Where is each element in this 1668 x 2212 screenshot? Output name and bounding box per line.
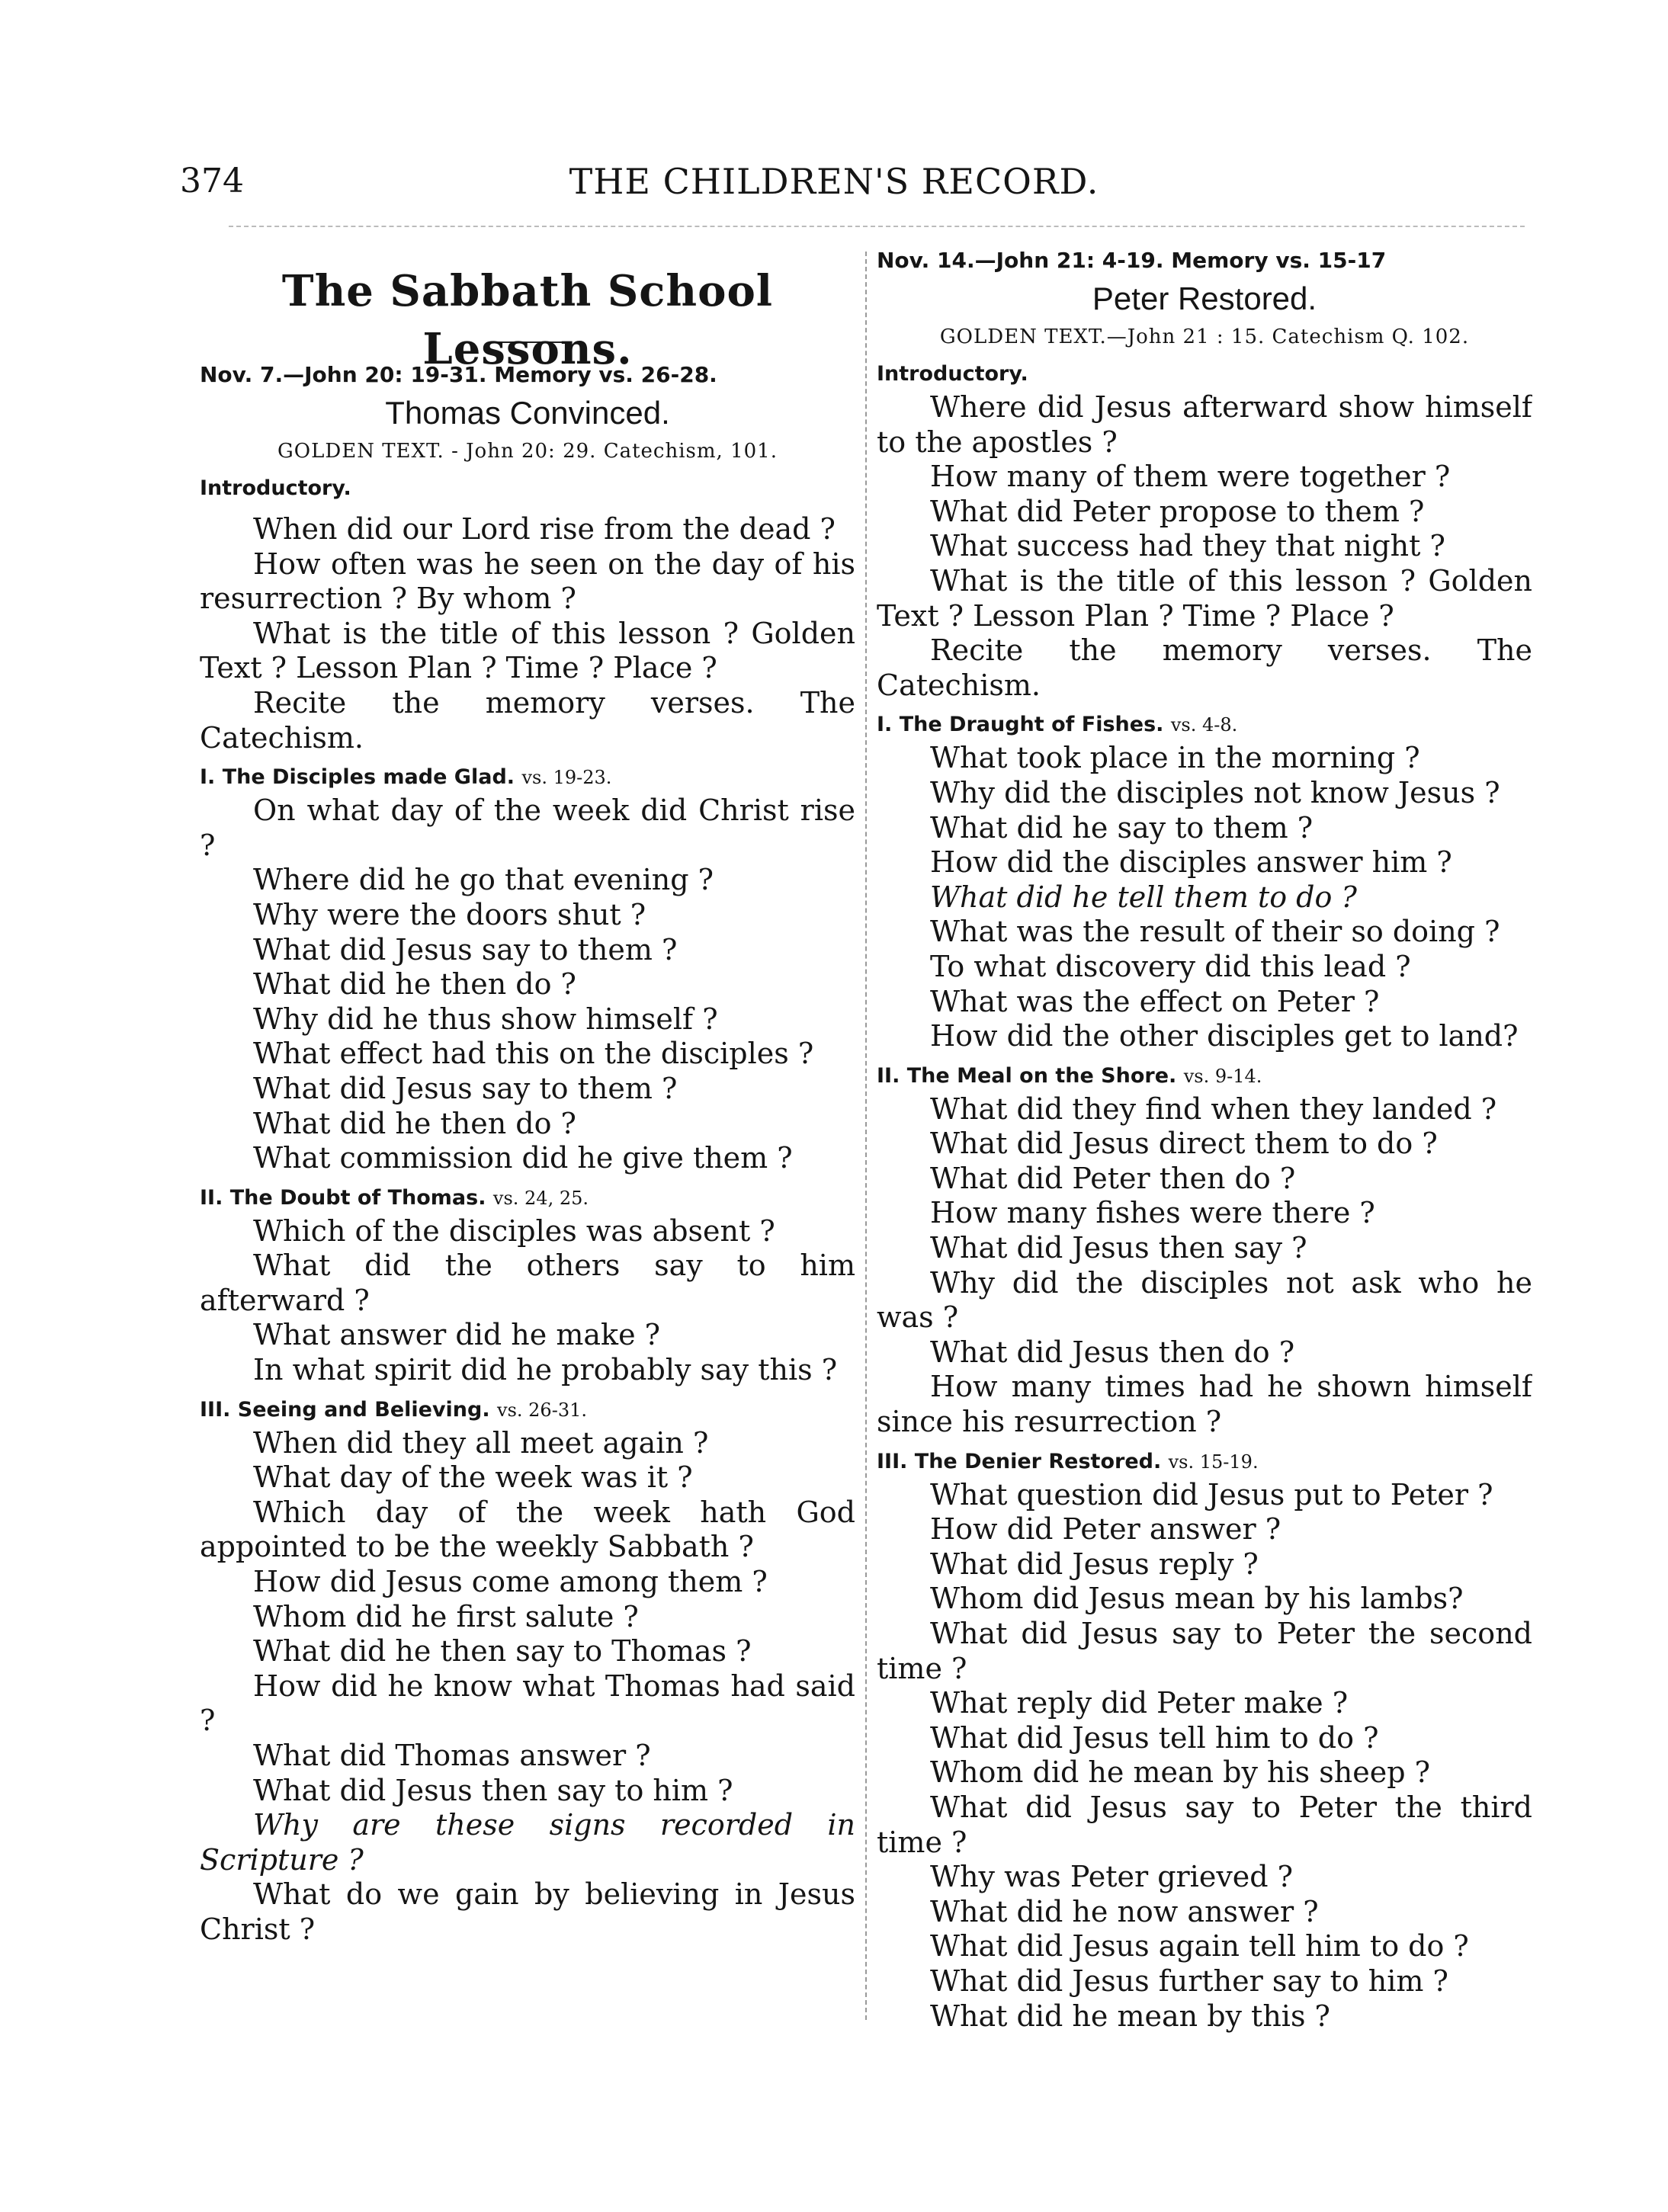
main-title: The Sabbath School Lessons. xyxy=(281,266,774,374)
section-title: III. Seeing and Believing. xyxy=(200,1397,490,1422)
question: Recite the memory verses. The Catechism. xyxy=(200,685,855,755)
golden-text: GOLDEN TEXT.—John 21 : 15. Catechism Q. 102. xyxy=(939,325,1470,348)
section-title: III. The Denier Restored. xyxy=(877,1449,1162,1473)
question: What did Jesus then say to him ? xyxy=(253,1773,733,1807)
question: What did Thomas answer ? xyxy=(253,1739,651,1772)
question: What did he tell them to do ? xyxy=(930,880,1357,914)
question: Whom did Jesus mean by his lambs? xyxy=(930,1582,1464,1616)
question: What did he then do ? xyxy=(253,1106,576,1140)
question: Which of the disciples was absent ? xyxy=(253,1213,775,1248)
question: How many fishes were there ? xyxy=(930,1196,1375,1230)
question: Why did the disciples not know Jesus ? xyxy=(930,775,1500,809)
introductory-heading: Introductory. xyxy=(877,362,1028,386)
question: What reply did Peter make ? xyxy=(930,1686,1349,1720)
section-ref: vs. 26-31. xyxy=(497,1399,587,1421)
question: What did Jesus say to Peter the third time ? xyxy=(877,1790,1532,1859)
question: What did Jesus say to them ? xyxy=(253,1071,678,1105)
golden-text: GOLDEN TEXT. - John 20: 29. Catechism, 101. xyxy=(277,440,778,463)
running-title: THE CHILDREN'S RECORD. xyxy=(569,161,1099,202)
question: When did they all meet again ? xyxy=(253,1425,709,1460)
question: How many of them were together ? xyxy=(930,460,1451,494)
question: Why did the disciples not ask who he was ? xyxy=(877,1265,1532,1335)
question: What did Jesus then do ? xyxy=(930,1335,1295,1369)
question: What did he then do ? xyxy=(253,967,576,1002)
question: What was the effect on Peter ? xyxy=(930,984,1380,1018)
question: In what spirit did he probably say this ? xyxy=(253,1353,838,1387)
page-header xyxy=(0,159,1668,204)
question: How did the disciples answer him ? xyxy=(930,845,1452,880)
question: What did he mean by this ? xyxy=(930,1999,1330,2033)
question: What question did Jesus put to Peter ? xyxy=(930,1477,1493,1512)
lesson-title: Peter Restored. xyxy=(1092,281,1317,316)
section-ref: vs. 4-8. xyxy=(1170,714,1238,736)
question: What did Jesus further say to him ? xyxy=(930,1964,1448,1998)
section-ref: vs. 19-23. xyxy=(521,767,612,789)
section-title: II. The Meal on the Shore. xyxy=(877,1063,1177,1088)
right-column xyxy=(877,244,1532,2034)
question: To what discovery did this lead ? xyxy=(930,949,1411,983)
question: What is the title of this lesson ? Golden Text ? Lesson Plan ? Time ? Place ? xyxy=(877,563,1532,633)
lesson-header: Nov. 14.—John 21: 4-19. Memory vs. 15-17 xyxy=(877,248,1387,273)
question: What did Jesus say to Peter the second time ? xyxy=(877,1617,1532,1685)
question: How did the other disciples get to land? xyxy=(930,1019,1519,1053)
question: What effect had this on the disciples ? xyxy=(253,1037,814,1071)
question: What did Jesus again tell him to do ? xyxy=(930,1929,1469,1964)
section-ref: vs. 24, 25. xyxy=(492,1187,589,1209)
question: What success had they that night ? xyxy=(930,529,1445,563)
question: When did our Lord rise from the dead ? xyxy=(253,512,836,546)
section-heading xyxy=(877,709,1532,741)
question: Where did he go that evening ? xyxy=(253,863,714,897)
question: What do we gain by believing in Jesus Christ ? xyxy=(200,1877,855,1946)
question: What did the others say to him afterward ? xyxy=(200,1249,855,1317)
page-number: 374 xyxy=(180,162,244,200)
question: What is the title of this lesson ? Golden Text ? Lesson Plan ? Time ? Place ? xyxy=(200,616,855,685)
question: Whom did he mean by his sheep ? xyxy=(930,1755,1430,1790)
section-heading xyxy=(200,761,855,793)
section-ref: vs. 15-19. xyxy=(1168,1451,1259,1473)
question: How many times had he shown himself since his resurrection ? xyxy=(877,1370,1532,1439)
question: What was the result of their so doing ? xyxy=(930,915,1500,949)
question: What did Jesus reply ? xyxy=(930,1547,1259,1581)
question: What did Peter propose to them ? xyxy=(930,494,1425,528)
section-title: I. The Disciples made Glad. xyxy=(200,765,515,790)
question: What did Peter then do ? xyxy=(930,1161,1296,1195)
question: What did he then say to Thomas ? xyxy=(253,1634,752,1669)
question: What answer did he make ? xyxy=(253,1318,661,1352)
section-ref: vs. 9-14. xyxy=(1183,1065,1262,1087)
section-heading xyxy=(200,1182,855,1214)
header-rule xyxy=(229,226,1525,227)
lesson-header: Nov. 7.—John 20: 19-31. Memory vs. 26-28. xyxy=(200,362,717,387)
question: What did Jesus then say ? xyxy=(930,1231,1307,1265)
left-column xyxy=(200,244,855,1948)
section-title: I. The Draught of Fishes. xyxy=(877,713,1164,737)
section-title: II. The Doubt of Thomas. xyxy=(200,1185,486,1210)
section-heading xyxy=(877,1446,1532,1478)
question: What did Jesus tell him to do ? xyxy=(930,1720,1379,1755)
question: What did he now answer ? xyxy=(930,1894,1319,1928)
question: What took place in the morning ? xyxy=(930,741,1420,775)
question: How often was he seen on the day of his resurrection ? By whom ? xyxy=(200,547,855,616)
question: What did Jesus direct them to do ? xyxy=(930,1127,1438,1161)
question: Recite the memory verses. The Catechism. xyxy=(877,633,1532,702)
question: Which day of the week hath God appointed to be the weekly Sabbath ? xyxy=(200,1495,855,1564)
question: On what day of the week did Christ rise ? xyxy=(200,793,855,862)
question: Why was Peter grieved ? xyxy=(930,1860,1294,1894)
lesson-title: Thomas Convinced. xyxy=(385,395,670,431)
column-divider xyxy=(865,252,867,2020)
question: What did Jesus say to them ? xyxy=(253,932,678,967)
introductory-heading: Introductory. xyxy=(200,476,351,500)
section-heading xyxy=(877,1060,1532,1092)
question: How did Peter answer ? xyxy=(930,1512,1281,1547)
question: What did they find when they landed ? xyxy=(930,1092,1497,1126)
question: Why did he thus show himself ? xyxy=(253,1002,718,1036)
question: Whom did he first salute ? xyxy=(253,1599,639,1633)
question: Where did Jesus afterward show himself to the apostles ? xyxy=(877,390,1532,459)
question: Why are these signs recorded in Scripture ? xyxy=(200,1808,855,1877)
question: Why were the doors shut ? xyxy=(253,897,646,931)
question: How did Jesus come among them ? xyxy=(253,1565,768,1599)
question: What did he say to them ? xyxy=(930,810,1314,845)
question: What commission did he give them ? xyxy=(253,1141,793,1175)
question: What day of the week was it ? xyxy=(253,1460,693,1495)
section-heading xyxy=(200,1394,855,1426)
question: How did he know what Thomas had said ? xyxy=(200,1669,855,1738)
